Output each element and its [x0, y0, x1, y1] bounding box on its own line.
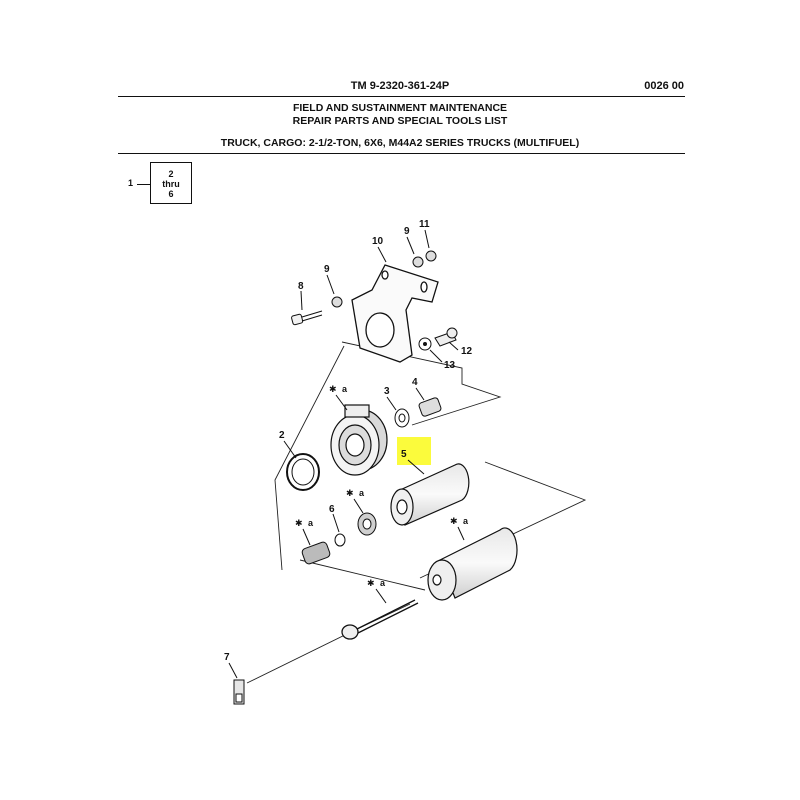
tube-part [428, 528, 517, 600]
label-item-12: 12 [461, 346, 473, 357]
callout-range-word: thru [162, 179, 180, 189]
washer-item-11 [426, 251, 436, 261]
bushing-part [358, 513, 376, 535]
label-item-9-left: 9 [324, 264, 330, 275]
vehicle-title: TRUCK, CARGO: 2-1/2-TON, 6X6, M44A2 SERIES TRUCKS (MULTIFUEL) [220, 137, 580, 149]
star-marker-housing: ✱ [329, 384, 337, 394]
housing-assembly [331, 405, 387, 475]
label-item-7: 7 [224, 652, 230, 663]
label-item-13: 13 [444, 360, 456, 371]
tm-number: TM 9-2320-361-24P [350, 80, 450, 92]
star-marker-tube: ✱ [450, 516, 458, 526]
star-marker-plug: ✱ [295, 518, 303, 528]
star-marker-rod: ✱ [367, 578, 375, 588]
label-item-5: 5 [401, 449, 407, 460]
note-a-housing: a [342, 384, 348, 394]
label-item-11: 11 [419, 219, 430, 230]
label-item-3: 3 [384, 386, 390, 397]
note-a-bushing: a [359, 488, 365, 498]
label-item-4: 4 [412, 377, 418, 388]
screw-item-12 [435, 328, 457, 346]
note-a-plug: a [308, 518, 314, 528]
fitting-item-4 [418, 397, 442, 417]
work-package-number: 0026 00 [644, 80, 684, 92]
label-item-9-right: 9 [404, 226, 410, 237]
note-a-rod: a [380, 578, 386, 588]
label-item-8: 8 [298, 281, 304, 292]
label-item-6: 6 [329, 504, 335, 515]
callout-range-start: 2 [168, 169, 174, 179]
label-item-10: 10 [372, 236, 384, 247]
callout-range-end: 6 [168, 189, 174, 199]
title-line-2: REPAIR PARTS AND SPECIAL TOOLS LIST [292, 115, 508, 127]
title-line-1: FIELD AND SUSTAINMENT MAINTENANCE [292, 102, 508, 114]
seal-item-2 [287, 454, 319, 490]
label-item-2: 2 [279, 430, 285, 441]
star-marker-bushing: ✱ [346, 488, 354, 498]
callout-item-number: 1 [128, 178, 134, 188]
nut-item-9-left [332, 297, 342, 307]
nut-item-9-right [413, 257, 423, 267]
washer-item-3 [395, 409, 409, 427]
plug-part [301, 541, 331, 565]
screw-item-8 [291, 311, 322, 325]
washer-item-6 [335, 534, 345, 546]
note-a-tube: a [463, 516, 469, 526]
clip-item-7 [234, 680, 244, 704]
